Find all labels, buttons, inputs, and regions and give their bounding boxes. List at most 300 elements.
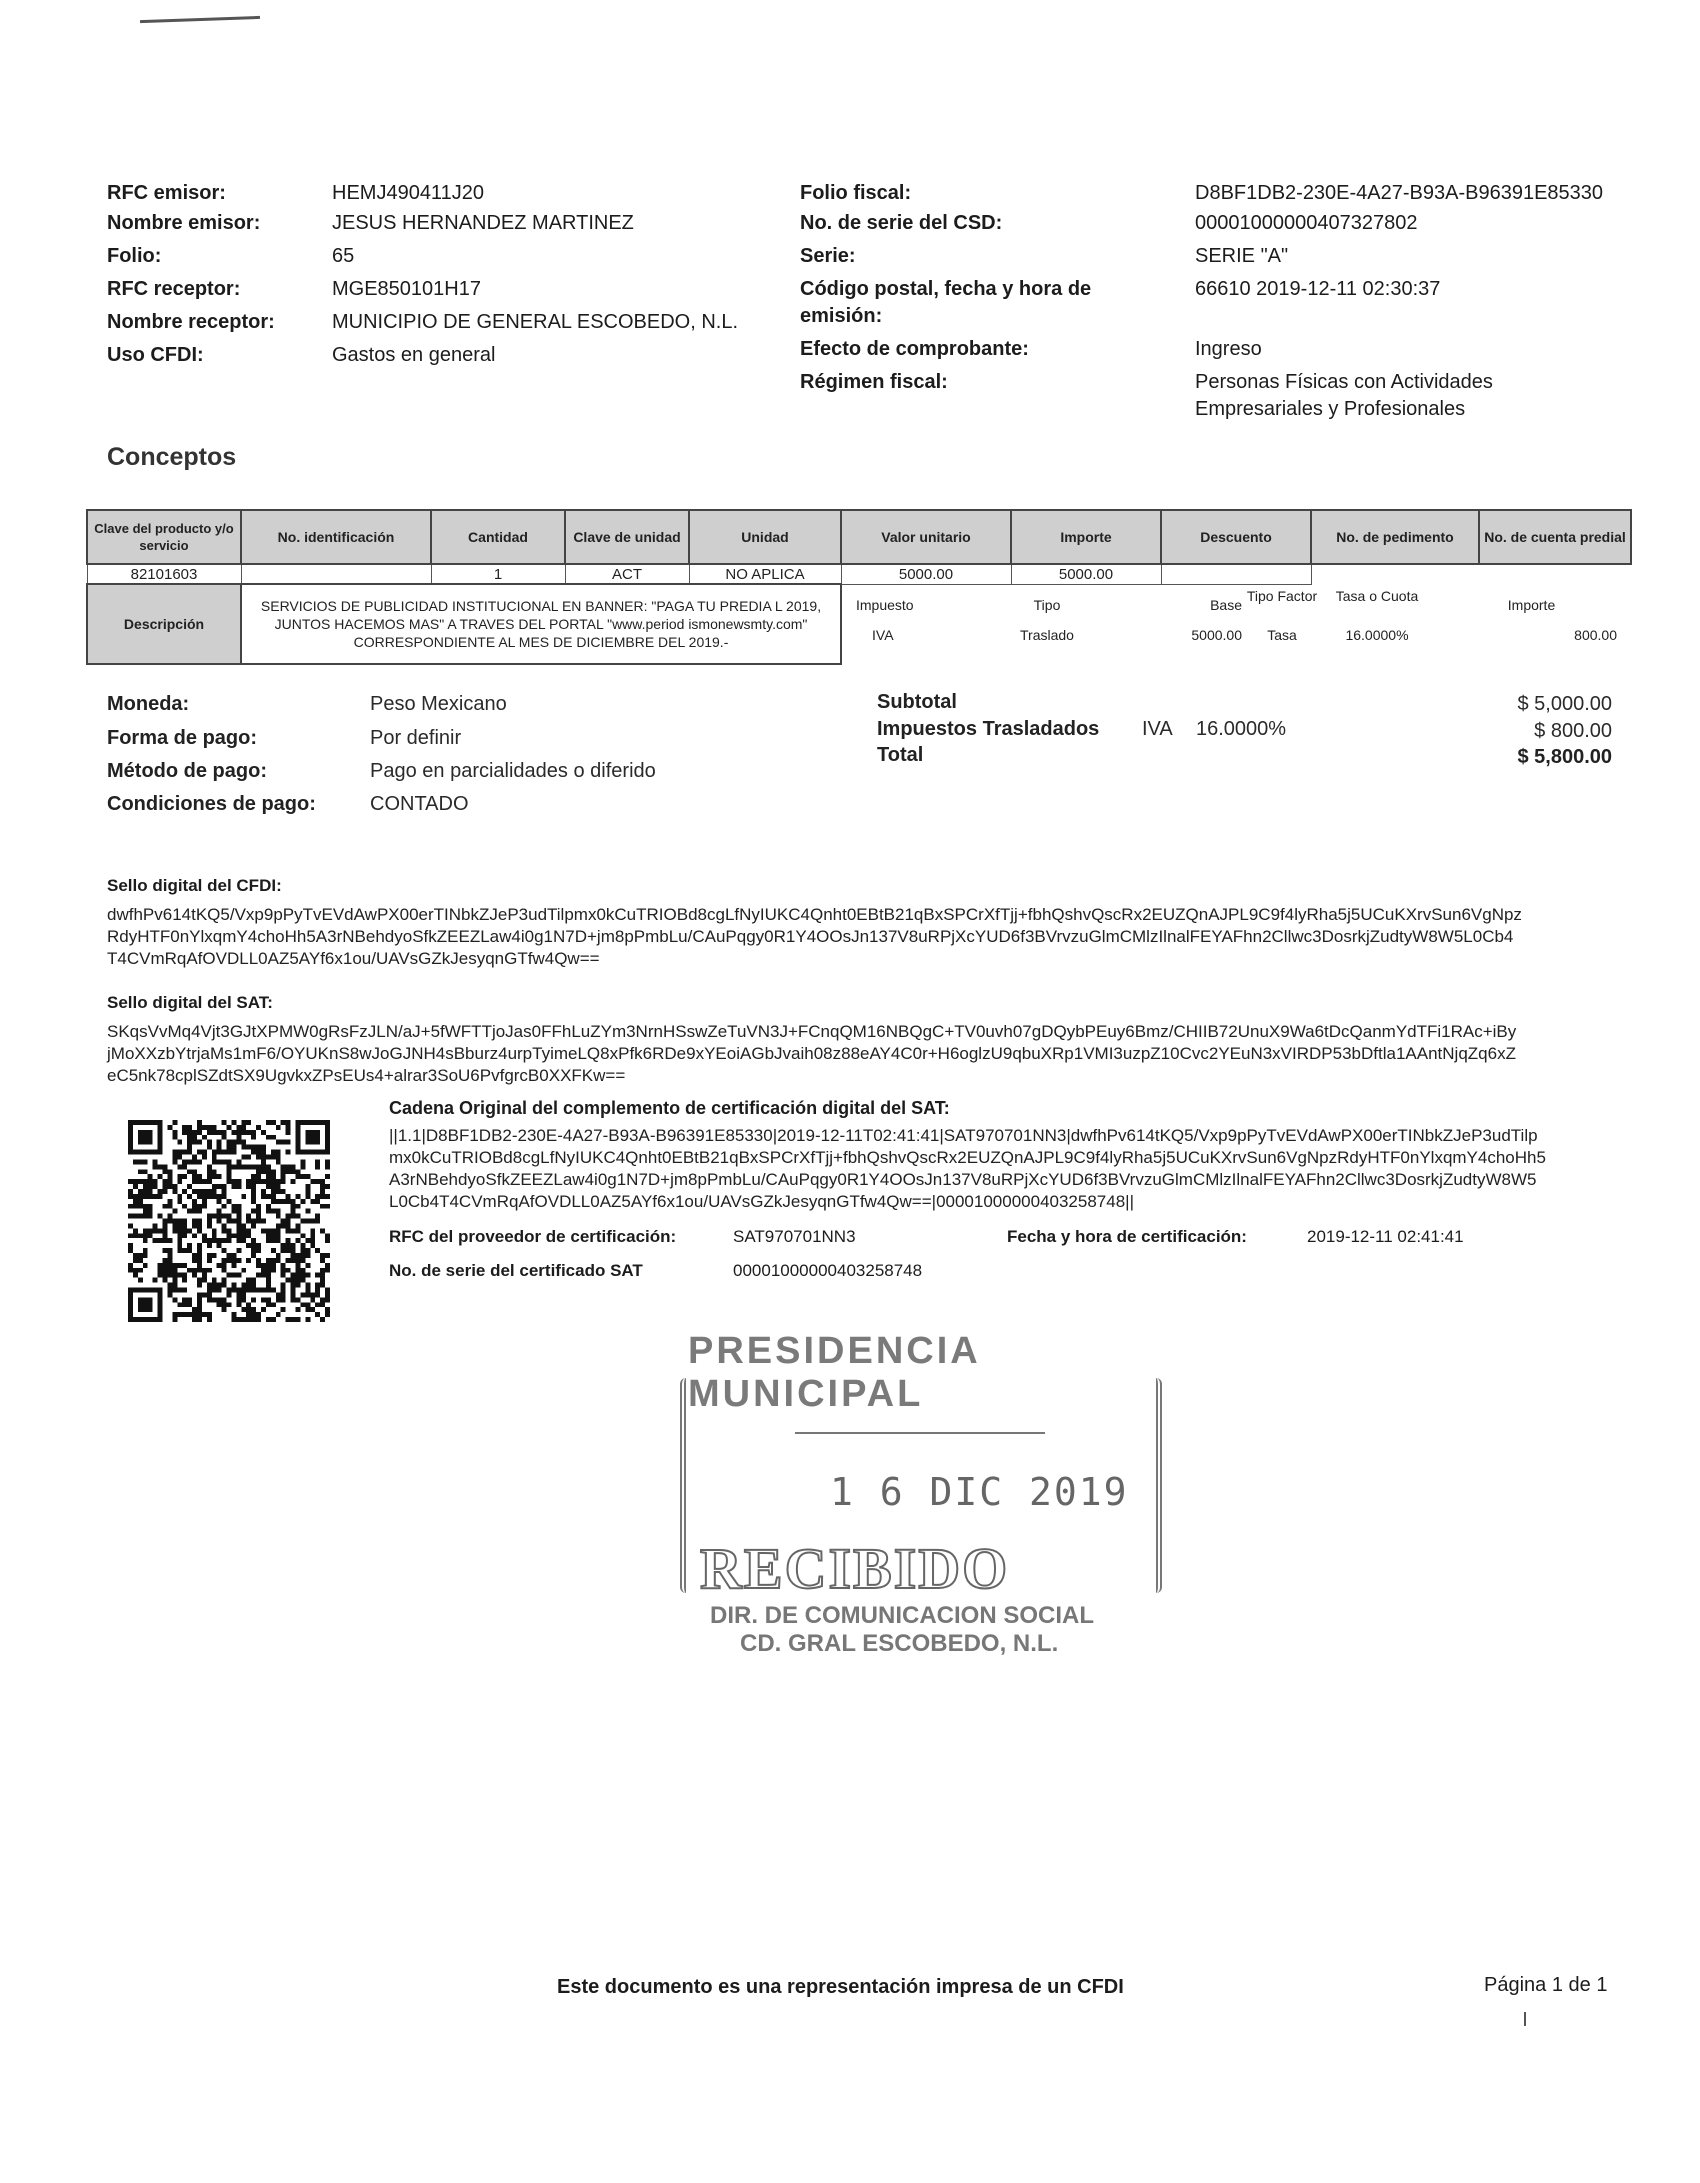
cp-fecha-value: 66610 2019-12-11 02:30:37 [1195,278,1441,300]
qr-module [271,1233,276,1238]
qr-module [207,1238,212,1243]
qr-module [261,1219,266,1224]
qr-module [231,1164,236,1169]
qr-module [167,1184,172,1189]
qr-module [261,1297,266,1302]
qr-module [227,1174,232,1179]
qr-module [187,1312,192,1317]
qr-module [187,1150,192,1155]
qr-module [222,1278,227,1283]
qr-module [197,1174,202,1179]
qr-module [325,1164,330,1169]
qr-module [315,1214,320,1219]
qr-module [271,1135,276,1140]
qr-module [286,1214,291,1219]
qr-module [217,1194,222,1199]
rfc-emisor-label: RFC emisor: [107,182,226,204]
qr-module [222,1307,227,1312]
qr-module [291,1248,296,1253]
qr-module [197,1179,202,1184]
qr-module [261,1154,266,1159]
cell-identificacion [241,564,431,584]
qr-module [271,1150,276,1155]
serie-label: Serie: [800,245,856,267]
impuestos-tipo: IVA [1142,718,1173,740]
qr-module [143,1184,148,1189]
qr-module [202,1154,207,1159]
qr-module [128,1268,133,1273]
qr-module [271,1317,276,1322]
qr-module [172,1278,177,1283]
qr-module [276,1253,281,1258]
qr-module [246,1145,251,1150]
qr-module [276,1209,281,1214]
qr-module [197,1219,202,1224]
qr-module [227,1125,232,1130]
qr-module [305,1184,310,1189]
qr-module [300,1248,305,1253]
qr-module [236,1258,241,1263]
qr-module [266,1184,271,1189]
qr-module [182,1297,187,1302]
qr-module [148,1209,153,1214]
qr-module [212,1297,217,1302]
subtotal-label: Subtotal [877,691,957,713]
qr-module [153,1164,158,1169]
qr-module [128,1233,133,1238]
qr-module [320,1273,325,1278]
qr-module [133,1194,138,1199]
th-clave-producto: Clave del producto y/o servicio [87,510,241,564]
qr-module [192,1307,197,1312]
qr-module [192,1169,197,1174]
qr-module [246,1179,251,1184]
qr-module [241,1238,246,1243]
qr-module [227,1164,232,1169]
qr-module [167,1292,172,1297]
qr-module [177,1263,182,1268]
sello-cfdi-line: RdyHTF0nYlxqmY4choHh5A3rNBehdyoSfkZEEZLaw4i0g1N7D+jm8pPmbLu/CAuPqgy0R1Y4OOsJn137V8uRPjXcYUD6f3BVrvzuGlmCMlzIlnalFEYAFhn2Cllwc3DosrkjZudtyW8W5L0Cb4 [107,927,1514,946]
qr-module [266,1302,271,1307]
qr-module [276,1214,281,1219]
qr-module [256,1164,261,1169]
qr-module [182,1248,187,1253]
qr-module [251,1223,256,1228]
qr-module [222,1238,227,1243]
qr-module [187,1248,192,1253]
qr-module [133,1233,138,1238]
qr-module [231,1209,236,1214]
qr-module [236,1292,241,1297]
condiciones-pago-label: Condiciones de pago: [107,793,316,815]
qr-module [310,1219,315,1224]
qr-module [261,1273,266,1278]
qr-module [231,1283,236,1288]
qr-module [217,1174,222,1179]
qr-module [143,1194,148,1199]
qr-module [138,1258,143,1263]
qr-module [231,1288,236,1293]
qr-module [241,1130,246,1135]
qr-module [286,1228,291,1233]
qr-module [286,1199,291,1204]
qr-module [227,1179,232,1184]
qr-module [143,1238,148,1243]
qr-module [153,1159,158,1164]
qr-module [305,1302,310,1307]
qr-module [266,1283,271,1288]
qr-module [207,1268,212,1273]
th-no-pedimento: No. de pedimento [1311,510,1479,564]
qr-module [227,1219,232,1224]
qr-module [305,1189,310,1194]
qr-module [310,1307,315,1312]
qr-module [286,1120,291,1125]
qr-module [182,1219,187,1224]
qr-module [241,1292,246,1297]
qr-module [222,1130,227,1135]
qr-module [256,1273,261,1278]
qr-module [158,1214,163,1219]
qr-module [256,1209,261,1214]
qr-module [227,1214,232,1219]
qr-module [325,1297,330,1302]
qr-module [251,1243,256,1248]
qr-module [227,1140,232,1145]
qr-module [133,1204,138,1209]
qr-module [271,1179,276,1184]
qr-module [177,1150,182,1155]
qr-module [197,1125,202,1130]
qr-module [300,1219,305,1224]
qr-module [197,1150,202,1155]
qr-module [315,1164,320,1169]
qr-module [296,1194,301,1199]
qr-module [276,1292,281,1297]
qr-module [182,1130,187,1135]
qr-module [300,1258,305,1263]
qr-module [148,1233,153,1238]
qr-module [286,1194,291,1199]
qr-module [167,1125,172,1130]
qr-module [162,1248,167,1253]
qr-module [291,1169,296,1174]
qr-module [256,1219,261,1224]
qr-module [286,1317,291,1322]
qr-module [172,1150,177,1155]
qr-module [286,1140,291,1145]
qr-module [261,1288,266,1293]
qr-module [172,1159,177,1164]
qr-module [192,1179,197,1184]
qr-module [128,1263,133,1268]
qr-module [138,1159,143,1164]
qr-module [296,1223,301,1228]
qr-module [177,1312,182,1317]
qr-module [177,1219,182,1224]
cell-unidad: NO APLICA [689,564,841,584]
qr-module [276,1189,281,1194]
qr-module [271,1189,276,1194]
sello-sat [107,993,1627,1087]
sello-cfdi-line: dwfhPv614tKQ5/Vxp9pPyTvEVdAwPX00erTINbkZJeP3udTilpmx0kCuTRIOBd8cgLfNyIUKC4Qnht0EBtB21qBxSPCrXfTjj+fbhQshvQscRx2EUZQnAJPL9C9f4lyRha5j5UCuKXrvSun6VgNpz [107,905,1522,924]
qr-code [128,1120,330,1322]
qr-module [187,1130,192,1135]
qr-module [231,1120,236,1125]
qr-module [197,1253,202,1258]
qr-module [143,1189,148,1194]
qr-module [246,1307,251,1312]
qr-module [133,1214,138,1219]
qr-module [148,1189,153,1194]
qr-module [192,1317,197,1322]
qr-module [325,1194,330,1199]
qr-module [192,1159,197,1164]
qr-module [251,1199,256,1204]
qr-module [251,1297,256,1302]
qr-module [177,1273,182,1278]
qr-module [300,1233,305,1238]
qr-module [281,1140,286,1145]
sello-cfdi-label: Sello digital del CFDI: [107,876,282,895]
qr-module [271,1174,276,1179]
qr-module [128,1214,133,1219]
qr-module [202,1179,207,1184]
qr-module [291,1179,296,1184]
serie-certificado-sat-value: 00001000000403258748 [733,1261,923,1280]
qr-module [212,1194,217,1199]
qr-module [246,1312,251,1317]
tax-h-importe: Importe [1507,596,1556,613]
qr-module [162,1273,167,1278]
rfc-receptor-value: MGE850101H17 [332,278,481,300]
qr-module [271,1248,276,1253]
qr-module [182,1302,187,1307]
qr-module [162,1278,167,1283]
qr-module [305,1273,310,1278]
qr-module [182,1312,187,1317]
qr-module [315,1248,320,1253]
qr-module [227,1199,232,1204]
qr-module [261,1150,266,1155]
serie-value: SERIE "A" [1195,245,1289,267]
qr-module [231,1145,236,1150]
qr-module [241,1120,246,1125]
qr-module [207,1283,212,1288]
qr-module [207,1174,212,1179]
qr-module [236,1238,241,1243]
qr-module [217,1288,222,1293]
qr-module [325,1159,330,1164]
qr-module [172,1297,177,1302]
qr-module [300,1164,305,1169]
qr-module [227,1159,232,1164]
qr-module [281,1263,286,1268]
qr-module [172,1184,177,1189]
qr-module [271,1228,276,1233]
stamp-title: PRESIDENCIA MUNICIPAL [688,1330,980,1415]
tax-tasa-cuota: 16.0000% [1345,626,1409,643]
qr-module [241,1125,246,1130]
qr-module [296,1258,301,1263]
qr-module [192,1223,197,1228]
qr-module [286,1238,291,1243]
qr-module [241,1297,246,1302]
qr-module [271,1263,276,1268]
tax-impuesto: IVA [872,626,894,643]
qr-module [236,1130,241,1135]
qr-module [300,1273,305,1278]
qr-module [300,1253,305,1258]
qr-module [320,1194,325,1199]
qr-module [227,1145,232,1150]
qr-module [182,1174,187,1179]
qr-module [241,1145,246,1150]
qr-module [227,1273,232,1278]
qr-module [281,1219,286,1224]
cp-fecha-label-2: emisión: [800,305,883,327]
stamp-line-1: DIR. DE COMUNICACION SOCIAL [710,1602,1094,1629]
qr-module [266,1209,271,1214]
qr-module [217,1302,222,1307]
qr-module [138,1189,143,1194]
qr-module [325,1174,330,1179]
qr-module [128,1179,133,1184]
qr-module [315,1302,320,1307]
qr-module [320,1268,325,1273]
qr-module [246,1120,251,1125]
qr-module [167,1174,172,1179]
qr-module [236,1273,241,1278]
qr-module [266,1228,271,1233]
qr-module [162,1258,167,1263]
qr-module [192,1312,197,1317]
qr-module [158,1174,163,1179]
qr-module [143,1214,148,1219]
qr-module [177,1164,182,1169]
qr-module [187,1140,192,1145]
qr-module [167,1258,172,1263]
table-row [87,564,1631,584]
qr-module [182,1278,187,1283]
qr-module [133,1258,138,1263]
tax-tipo-factor: Tasa [1267,626,1297,643]
qr-module [251,1312,256,1317]
qr-module [241,1223,246,1228]
qr-module [256,1263,261,1268]
th-no-identificacion: No. identificación [241,510,431,564]
qr-module [320,1189,325,1194]
uso-cfdi-label: Uso CFDI: [107,344,204,366]
stamp-line-2: CD. GRAL ESCOBEDO, N.L. [740,1630,1059,1657]
qr-module [241,1164,246,1169]
qr-module [192,1209,197,1214]
qr-module [143,1169,148,1174]
qr-module [246,1164,251,1169]
qr-module [246,1130,251,1135]
qr-module [286,1164,291,1169]
qr-module [266,1278,271,1283]
qr-module [207,1125,212,1130]
qr-module [256,1169,261,1174]
page-number: Página 1 de 1 [1484,1974,1608,1996]
qr-module [271,1288,276,1293]
tax-h-tipo: Tipo [1033,596,1061,613]
qr-module [291,1204,296,1209]
qr-module [187,1159,192,1164]
qr-module [286,1278,291,1283]
qr-module [212,1253,217,1258]
qr-module [192,1253,197,1258]
qr-module [202,1292,207,1297]
qr-module [197,1130,202,1135]
qr-module [266,1268,271,1273]
qr-module [167,1169,172,1174]
qr-module [236,1223,241,1228]
cell-cuenta-predial [1479,564,1631,584]
qr-module [182,1223,187,1228]
qr-module [177,1199,182,1204]
qr-module [251,1278,256,1283]
qr-module [246,1243,251,1248]
qr-module [296,1169,301,1174]
qr-module [281,1120,286,1125]
qr-module [227,1288,232,1293]
qr-module [192,1268,197,1273]
qr-module [261,1164,266,1169]
description-label: Descripción [87,584,241,664]
regimen-value-2: Empresariales y Profesionales [1195,398,1466,420]
qr-module [300,1159,305,1164]
th-valor-unitario: Valor unitario [841,510,1011,564]
qr-module [246,1317,251,1322]
qr-module [291,1258,296,1263]
qr-module [266,1174,271,1179]
qr-module [192,1219,197,1224]
qr-module [227,1233,232,1238]
qr-module [236,1233,241,1238]
qr-module [212,1228,217,1233]
qr-module [276,1312,281,1317]
qr-module [167,1268,172,1273]
qr-module [192,1174,197,1179]
qr-module [291,1283,296,1288]
tax-h-impuesto: Impuesto [856,596,914,613]
qr-module [320,1297,325,1302]
qr-module [325,1184,330,1189]
qr-module [202,1189,207,1194]
qr-module [296,1253,301,1258]
qr-module [276,1159,281,1164]
qr-module [138,1169,143,1174]
qr-module [320,1184,325,1189]
qr-module [172,1273,177,1278]
qr-module [172,1130,177,1135]
qr-module [281,1268,286,1273]
qr-module [251,1248,256,1253]
qr-module [172,1219,177,1224]
qr-module [246,1258,251,1263]
qr-module [281,1288,286,1293]
qr-module [261,1159,266,1164]
qr-module [266,1120,271,1125]
qr-module [202,1273,207,1278]
qr-module [256,1288,261,1293]
qr-module [182,1150,187,1155]
qr-module [310,1179,315,1184]
qr-module [251,1219,256,1224]
qr-module [236,1125,241,1130]
